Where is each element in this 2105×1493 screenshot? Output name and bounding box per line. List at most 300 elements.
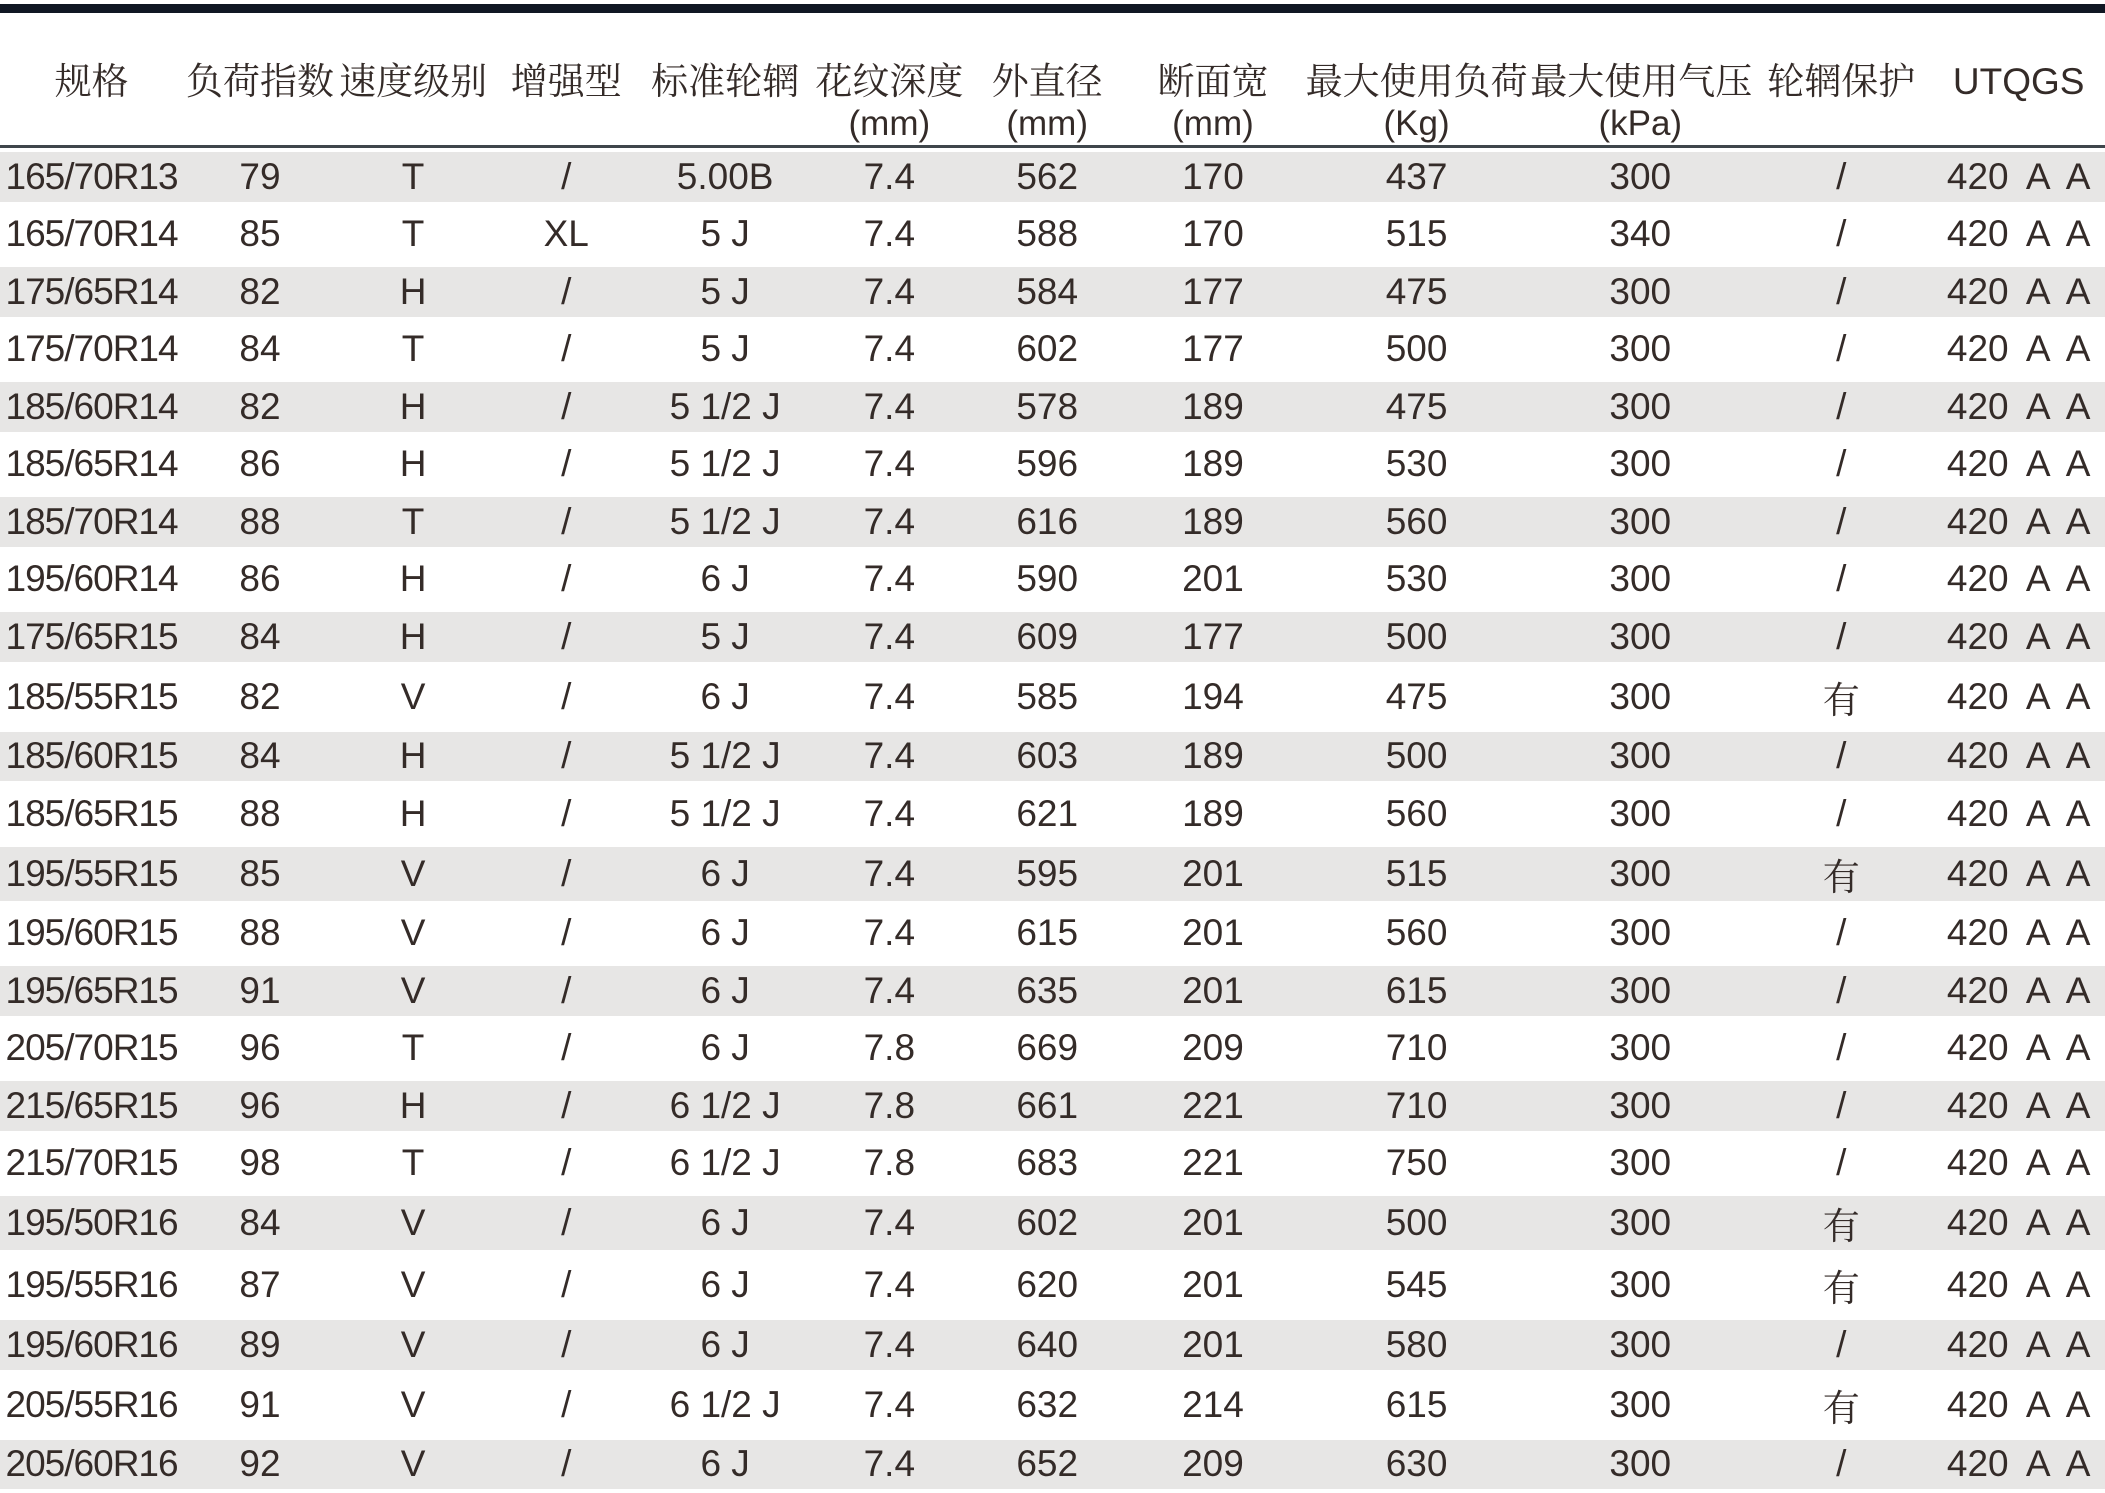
column-header — [183, 13, 337, 148]
table-cell: / — [1750, 728, 1932, 786]
table-cell: 209 — [1123, 1020, 1303, 1078]
table-cell: 340 — [1530, 206, 1750, 264]
table-cell: 201 — [1123, 1192, 1303, 1254]
table-cell: 195/55R15 — [0, 843, 183, 905]
table-cell: V — [337, 666, 490, 728]
table-cell: 96 — [183, 1077, 337, 1135]
table-cell: 6 J — [643, 551, 807, 609]
table-cell: / — [1750, 962, 1932, 1020]
column-header-unit: (mm) — [807, 103, 971, 144]
table-cell: 175/65R14 — [0, 263, 183, 321]
table-cell: 7.8 — [807, 1135, 971, 1193]
table-cell: / — [1750, 1436, 1932, 1493]
table-cell: 有 — [1750, 1192, 1932, 1254]
table-cell: 6 J — [643, 1254, 807, 1316]
table-cell: 5 J — [643, 263, 807, 321]
table-cell: 6 J — [643, 843, 807, 905]
table-cell: V — [337, 843, 490, 905]
table-cell: 420 A A — [1932, 551, 2105, 609]
table-cell: V — [337, 1374, 490, 1436]
table-row — [0, 1374, 2105, 1436]
table-cell: / — [1750, 785, 1932, 843]
table-cell: 661 — [971, 1077, 1123, 1135]
column-header-label: 断面宽 — [1123, 61, 1303, 103]
table-cell: 640 — [971, 1316, 1123, 1374]
table-cell: / — [489, 436, 643, 494]
table-cell: 420 A A — [1932, 378, 2105, 436]
table-cell: 595 — [971, 843, 1123, 905]
table-cell: 205/60R16 — [0, 1436, 183, 1493]
table-cell: 602 — [971, 1192, 1123, 1254]
table-row — [0, 608, 2105, 666]
table-cell: 195/60R15 — [0, 905, 183, 963]
table-cell: 7.8 — [807, 1077, 971, 1135]
table-cell: 7.4 — [807, 263, 971, 321]
column-header — [489, 13, 643, 148]
table-cell: 91 — [183, 1374, 337, 1436]
table-cell: 201 — [1123, 905, 1303, 963]
column-header-label: 规格 — [0, 61, 183, 103]
table-cell: V — [337, 1254, 490, 1316]
table-cell: 85 — [183, 206, 337, 264]
table-cell: / — [1750, 551, 1932, 609]
table-cell: 437 — [1303, 148, 1530, 206]
table-cell: 6 J — [643, 1316, 807, 1374]
table-row — [0, 1077, 2105, 1135]
table-row — [0, 728, 2105, 786]
table-cell: 300 — [1530, 551, 1750, 609]
table-cell: / — [1750, 905, 1932, 963]
table-row — [0, 843, 2105, 905]
table-cell: 420 A A — [1932, 1436, 2105, 1493]
table-cell: 6 J — [643, 905, 807, 963]
column-header-unit: (kPa) — [1530, 103, 1750, 144]
table-cell: 有 — [1750, 1254, 1932, 1316]
table-cell: 195/55R16 — [0, 1254, 183, 1316]
table-cell: 6 J — [643, 666, 807, 728]
table-row — [0, 378, 2105, 436]
table-cell: 585 — [971, 666, 1123, 728]
table-cell: 580 — [1303, 1316, 1530, 1374]
table-cell: V — [337, 1192, 490, 1254]
column-header-unit: (Kg) — [1303, 103, 1530, 144]
table-cell: 420 A A — [1932, 843, 2105, 905]
table-cell: 165/70R14 — [0, 206, 183, 264]
table-cell: XL — [489, 206, 643, 264]
column-header — [1530, 13, 1750, 148]
table-cell: 7.4 — [807, 206, 971, 264]
table-cell: 189 — [1123, 436, 1303, 494]
table-cell: 635 — [971, 962, 1123, 1020]
table-cell: 300 — [1530, 843, 1750, 905]
table-cell: T — [337, 1020, 490, 1078]
table-cell: / — [1750, 148, 1932, 206]
table-cell: 578 — [971, 378, 1123, 436]
table-cell: 710 — [1303, 1077, 1530, 1135]
table-cell: / — [489, 666, 643, 728]
table-cell: 530 — [1303, 436, 1530, 494]
table-cell: 185/70R14 — [0, 493, 183, 551]
column-header-label: 标准轮辋 — [643, 61, 807, 103]
table-cell: 615 — [971, 905, 1123, 963]
table-cell: 6 1/2 J — [643, 1077, 807, 1135]
table-cell: 584 — [971, 263, 1123, 321]
table-cell: 87 — [183, 1254, 337, 1316]
table-cell: 84 — [183, 321, 337, 379]
table-cell: H — [337, 785, 490, 843]
table-cell: / — [1750, 1020, 1932, 1078]
table-cell: 201 — [1123, 962, 1303, 1020]
table-row — [0, 436, 2105, 494]
table-cell: 185/60R14 — [0, 378, 183, 436]
table-cell: 201 — [1123, 1316, 1303, 1374]
table-cell: 有 — [1750, 666, 1932, 728]
table-cell: V — [337, 1436, 490, 1493]
table-cell: / — [1750, 321, 1932, 379]
table-row — [0, 206, 2105, 264]
table-cell: 300 — [1530, 148, 1750, 206]
table-cell: 530 — [1303, 551, 1530, 609]
table-cell: 88 — [183, 785, 337, 843]
table-cell: 710 — [1303, 1020, 1530, 1078]
table-cell: 214 — [1123, 1374, 1303, 1436]
table-cell: 185/60R15 — [0, 728, 183, 786]
table-cell: / — [1750, 1316, 1932, 1374]
table-cell: T — [337, 1135, 490, 1193]
table-cell: 有 — [1750, 1374, 1932, 1436]
table-cell: H — [337, 263, 490, 321]
table-cell: 177 — [1123, 321, 1303, 379]
table-cell: 475 — [1303, 378, 1530, 436]
table-cell: / — [1750, 263, 1932, 321]
table-cell: 84 — [183, 608, 337, 666]
table-row — [0, 1192, 2105, 1254]
table-cell: 7.4 — [807, 1316, 971, 1374]
table-cell: / — [489, 728, 643, 786]
table-cell: 221 — [1123, 1077, 1303, 1135]
table-cell: 615 — [1303, 1374, 1530, 1436]
table-cell: 88 — [183, 905, 337, 963]
table-cell: 300 — [1530, 1135, 1750, 1193]
table-cell: / — [1750, 608, 1932, 666]
table-cell: / — [489, 1374, 643, 1436]
table-cell: 300 — [1530, 1254, 1750, 1316]
table-cell: 7.4 — [807, 148, 971, 206]
table-cell: 300 — [1530, 1192, 1750, 1254]
table-cell: 420 A A — [1932, 1374, 2105, 1436]
table-cell: / — [489, 1316, 643, 1374]
table-cell: 562 — [971, 148, 1123, 206]
table-cell: 300 — [1530, 1316, 1750, 1374]
table-cell: 92 — [183, 1436, 337, 1493]
table-cell: 420 A A — [1932, 1077, 2105, 1135]
column-header — [807, 13, 971, 148]
table-cell: 194 — [1123, 666, 1303, 728]
table-cell: 205/55R16 — [0, 1374, 183, 1436]
table-row — [0, 263, 2105, 321]
column-header-label: UTQGS — [1932, 61, 2105, 103]
table-cell: 6 1/2 J — [643, 1135, 807, 1193]
column-header-label: 最大使用负荷 — [1303, 61, 1530, 103]
table-cell: 300 — [1530, 1020, 1750, 1078]
table-cell: 300 — [1530, 493, 1750, 551]
table-cell: 5 1/2 J — [643, 493, 807, 551]
column-header — [1932, 13, 2105, 148]
column-header — [337, 13, 490, 148]
table-cell: 85 — [183, 843, 337, 905]
table-cell: 221 — [1123, 1135, 1303, 1193]
table-cell: T — [337, 148, 490, 206]
table-cell: 420 A A — [1932, 608, 2105, 666]
table-cell: 5 J — [643, 608, 807, 666]
table-cell: 560 — [1303, 785, 1530, 843]
table-cell: 560 — [1303, 493, 1530, 551]
table-cell: 88 — [183, 493, 337, 551]
table-cell: 195/60R14 — [0, 551, 183, 609]
table-cell: 300 — [1530, 1374, 1750, 1436]
table-cell: 6 J — [643, 962, 807, 1020]
table-cell: 195/65R15 — [0, 962, 183, 1020]
table-cell: H — [337, 728, 490, 786]
table-cell: 189 — [1123, 728, 1303, 786]
table-cell: 420 A A — [1932, 148, 2105, 206]
table-cell: 84 — [183, 728, 337, 786]
table-cell: 7.8 — [807, 1020, 971, 1078]
table-cell: 500 — [1303, 1192, 1530, 1254]
column-header — [1750, 13, 1932, 148]
table-cell: 420 A A — [1932, 1135, 2105, 1193]
table-cell: 175/70R14 — [0, 321, 183, 379]
table-cell: 6 J — [643, 1436, 807, 1493]
table-cell: 201 — [1123, 843, 1303, 905]
table-cell: 82 — [183, 263, 337, 321]
table-cell: 420 A A — [1932, 436, 2105, 494]
table-cell: / — [489, 493, 643, 551]
column-header-label: 花纹深度 — [807, 61, 971, 103]
table-cell: / — [1750, 1135, 1932, 1193]
table-cell: 300 — [1530, 905, 1750, 963]
tire-spec-table — [0, 13, 2105, 1493]
table-cell: 683 — [971, 1135, 1123, 1193]
table-cell: 7.4 — [807, 493, 971, 551]
table-cell: 5.00B — [643, 148, 807, 206]
table-cell: 185/55R15 — [0, 666, 183, 728]
table-cell: V — [337, 905, 490, 963]
table-row — [0, 148, 2105, 206]
column-header-unit: (mm) — [1123, 103, 1303, 144]
table-row — [0, 785, 2105, 843]
column-header-label: 增强型 — [489, 61, 643, 103]
table-cell: 5 1/2 J — [643, 728, 807, 786]
table-row — [0, 321, 2105, 379]
table-cell: 603 — [971, 728, 1123, 786]
table-cell: 201 — [1123, 1254, 1303, 1316]
table-cell: 300 — [1530, 263, 1750, 321]
table-cell: H — [337, 378, 490, 436]
column-header-label: 负荷指数 — [183, 61, 337, 103]
table-cell: 91 — [183, 962, 337, 1020]
table-header — [0, 13, 2105, 148]
table-cell: 420 A A — [1932, 263, 2105, 321]
table-cell: 420 A A — [1932, 493, 2105, 551]
table-cell: V — [337, 1316, 490, 1374]
table-cell: 84 — [183, 1192, 337, 1254]
table-cell: 420 A A — [1932, 1192, 2105, 1254]
table-cell: 7.4 — [807, 905, 971, 963]
table-cell: 620 — [971, 1254, 1123, 1316]
table-cell: / — [489, 551, 643, 609]
table-cell: 500 — [1303, 728, 1530, 786]
table-cell: H — [337, 551, 490, 609]
tire-spec-sheet — [0, 4, 2105, 1493]
table-cell: 5 1/2 J — [643, 378, 807, 436]
table-cell: / — [489, 378, 643, 436]
table-cell: / — [489, 263, 643, 321]
table-cell: / — [1750, 436, 1932, 494]
table-cell: 7.4 — [807, 321, 971, 379]
table-cell: 5 J — [643, 321, 807, 379]
table-cell: / — [1750, 378, 1932, 436]
table-cell: 300 — [1530, 378, 1750, 436]
table-cell: 630 — [1303, 1436, 1530, 1493]
table-cell: 5 1/2 J — [643, 436, 807, 494]
table-body — [0, 148, 2105, 1493]
table-cell: 170 — [1123, 148, 1303, 206]
table-cell: 420 A A — [1932, 1316, 2105, 1374]
table-cell: 420 A A — [1932, 206, 2105, 264]
table-cell: 6 1/2 J — [643, 1374, 807, 1436]
table-cell: 7.4 — [807, 608, 971, 666]
table-cell: 300 — [1530, 962, 1750, 1020]
table-cell: 300 — [1530, 728, 1750, 786]
table-cell: 189 — [1123, 493, 1303, 551]
table-cell: 209 — [1123, 1436, 1303, 1493]
table-row — [0, 1020, 2105, 1078]
table-cell: 82 — [183, 378, 337, 436]
column-header — [0, 13, 183, 148]
table-cell: / — [489, 1135, 643, 1193]
table-cell: 96 — [183, 1020, 337, 1078]
table-cell: 300 — [1530, 666, 1750, 728]
table-cell: 201 — [1123, 551, 1303, 609]
header-row — [0, 13, 2105, 148]
table-cell: 195/50R16 — [0, 1192, 183, 1254]
table-cell: 602 — [971, 321, 1123, 379]
table-row — [0, 493, 2105, 551]
table-cell: 588 — [971, 206, 1123, 264]
table-cell: V — [337, 962, 490, 1020]
table-cell: 475 — [1303, 263, 1530, 321]
table-cell: 185/65R15 — [0, 785, 183, 843]
table-cell: 300 — [1530, 1436, 1750, 1493]
table-cell: 420 A A — [1932, 905, 2105, 963]
table-cell: 500 — [1303, 608, 1530, 666]
table-row — [0, 962, 2105, 1020]
table-cell: 420 A A — [1932, 728, 2105, 786]
table-cell: 189 — [1123, 785, 1303, 843]
table-row — [0, 1135, 2105, 1193]
table-cell: 609 — [971, 608, 1123, 666]
table-cell: 669 — [971, 1020, 1123, 1078]
table-cell: 300 — [1530, 321, 1750, 379]
table-cell: / — [489, 608, 643, 666]
table-row — [0, 1254, 2105, 1316]
table-cell: 632 — [971, 1374, 1123, 1436]
table-cell: 300 — [1530, 436, 1750, 494]
table-cell: T — [337, 206, 490, 264]
table-cell: 7.4 — [807, 1436, 971, 1493]
table-cell: 7.4 — [807, 378, 971, 436]
column-header-unit: (mm) — [971, 103, 1123, 144]
table-cell: 420 A A — [1932, 321, 2105, 379]
table-cell: 7.4 — [807, 785, 971, 843]
table-cell: 177 — [1123, 263, 1303, 321]
table-cell: 215/65R15 — [0, 1077, 183, 1135]
table-cell: 515 — [1303, 843, 1530, 905]
table-cell: 420 A A — [1932, 1254, 2105, 1316]
table-cell: T — [337, 321, 490, 379]
table-row — [0, 666, 2105, 728]
table-cell: 590 — [971, 551, 1123, 609]
table-cell: 98 — [183, 1135, 337, 1193]
table-cell: / — [489, 321, 643, 379]
table-cell: 7.4 — [807, 1374, 971, 1436]
table-cell: 750 — [1303, 1135, 1530, 1193]
table-cell: / — [1750, 493, 1932, 551]
table-cell: 5 J — [643, 206, 807, 264]
table-cell: 7.4 — [807, 962, 971, 1020]
table-cell: 177 — [1123, 608, 1303, 666]
table-cell: 300 — [1530, 785, 1750, 843]
table-cell: 7.4 — [807, 666, 971, 728]
column-header — [1123, 13, 1303, 148]
table-cell: 5 1/2 J — [643, 785, 807, 843]
top-accent-bar — [0, 4, 2105, 13]
table-cell: 7.4 — [807, 1192, 971, 1254]
table-cell: / — [489, 843, 643, 905]
table-cell: 82 — [183, 666, 337, 728]
table-cell: 300 — [1530, 1077, 1750, 1135]
column-header-label: 速度级别 — [337, 61, 490, 103]
table-cell: 170 — [1123, 206, 1303, 264]
table-cell: 7.4 — [807, 728, 971, 786]
table-cell: 6 J — [643, 1192, 807, 1254]
table-cell: 545 — [1303, 1254, 1530, 1316]
table-cell: / — [1750, 1077, 1932, 1135]
table-cell: H — [337, 608, 490, 666]
table-cell: / — [489, 148, 643, 206]
table-cell: T — [337, 493, 490, 551]
table-cell: 420 A A — [1932, 785, 2105, 843]
table-row — [0, 1316, 2105, 1374]
table-cell: 有 — [1750, 843, 1932, 905]
column-header-label: 最大使用气压 — [1530, 61, 1750, 103]
table-cell: 615 — [1303, 962, 1530, 1020]
table-row — [0, 1436, 2105, 1493]
table-cell: 86 — [183, 551, 337, 609]
table-cell: 215/70R15 — [0, 1135, 183, 1193]
column-header-label: 轮辋保护 — [1750, 61, 1932, 103]
table-cell: 185/65R14 — [0, 436, 183, 494]
table-cell: 6 J — [643, 1020, 807, 1078]
table-cell: 7.4 — [807, 843, 971, 905]
table-cell: 420 A A — [1932, 666, 2105, 728]
table-cell: 7.4 — [807, 551, 971, 609]
column-header-label: 外直径 — [971, 61, 1123, 103]
table-cell: 652 — [971, 1436, 1123, 1493]
table-cell: / — [489, 962, 643, 1020]
table-cell: 205/70R15 — [0, 1020, 183, 1078]
